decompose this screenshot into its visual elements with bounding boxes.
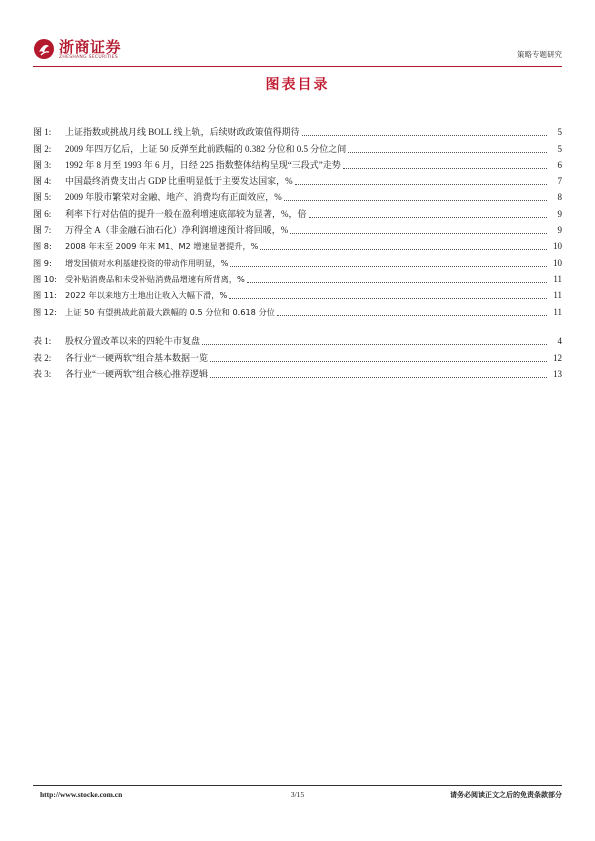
- figure-entry[interactable]: [33, 220, 562, 236]
- table-entry-page: 13: [553, 368, 562, 379]
- figure-entry-page: 7: [557, 176, 562, 187]
- figure-entry-label: 图 10:: [33, 273, 57, 284]
- figure-entry-page: 9: [557, 225, 562, 236]
- page-header: [33, 36, 562, 66]
- figure-entry-page: 5: [557, 143, 562, 154]
- table-list: [33, 331, 562, 380]
- figure-entry[interactable]: [33, 187, 562, 203]
- figure-entry[interactable]: [33, 236, 562, 252]
- figure-entry-title: 上证 50 有望挑战此前最大跌幅的 0.5 分位和 0.618 分位: [65, 306, 275, 317]
- table-entry-label: 表 3:: [33, 368, 52, 379]
- figure-entry[interactable]: [33, 122, 562, 138]
- footer-disclaimer: 请务必阅读正文之后的免责条款部分: [450, 791, 562, 799]
- table-entry-title: 各行业“一硬两软”组合核心推荐逻辑: [65, 368, 208, 379]
- table-entry-page: 12: [553, 352, 562, 363]
- figure-entry[interactable]: [33, 138, 562, 154]
- table-entry-page: 4: [557, 336, 562, 347]
- figure-entry-title: 2022 年以来地方土地出让收入大幅下滑，%: [65, 290, 228, 301]
- figure-entry[interactable]: [33, 301, 562, 317]
- company-logo: [33, 36, 163, 64]
- logo-mark-icon: [33, 38, 55, 60]
- dot-leader: [229, 298, 547, 299]
- figure-entry-page: 10: [553, 241, 562, 252]
- dot-leader: [348, 152, 547, 153]
- table-entry[interactable]: [33, 364, 562, 380]
- dot-leader: [309, 217, 548, 218]
- figure-entry-label: 图 5:: [33, 192, 52, 203]
- figure-entry[interactable]: [33, 203, 562, 219]
- table-entry-label: 表 1:: [33, 336, 52, 347]
- figure-entry-title: 2009 年四万亿后，上证 50 反弹至此前跌幅的 0.382 分位和 0.5 分位之间: [65, 143, 347, 154]
- table-entry-label: 表 2:: [33, 352, 52, 363]
- figure-entry-page: 8: [557, 192, 562, 203]
- figure-entry-title: 2009 年股市繁荣对金融、地产、消费均有正面效应，%: [65, 192, 282, 203]
- dot-leader: [247, 282, 547, 283]
- dot-leader: [277, 315, 547, 316]
- footer-url[interactable]: http://www.stocke.com.cn: [40, 790, 123, 799]
- figure-entry[interactable]: [33, 252, 562, 268]
- figure-entry-label: 图 12:: [33, 306, 57, 317]
- logo-name: 浙商证券: [59, 38, 122, 56]
- dot-leader: [260, 249, 547, 250]
- figure-entry[interactable]: [33, 155, 562, 171]
- figure-entry-page: 10: [553, 257, 562, 268]
- table-entry[interactable]: [33, 331, 562, 347]
- table-entry-title: 股权分置改革以来的四轮牛市复盘: [65, 336, 201, 347]
- logo-subtitle: ZHESHANG SECURITIES: [59, 55, 118, 60]
- figure-entry-page: 11: [553, 273, 562, 284]
- figure-entry-page: 5: [557, 127, 562, 138]
- page-title: 图表目录: [265, 77, 330, 93]
- dot-leader: [210, 377, 547, 378]
- table-entry-title: 各行业“一硬两软”组合基本数据一览: [65, 352, 208, 363]
- figure-entry-label: 图 4:: [33, 176, 52, 187]
- figure-entry-label: 图 8:: [33, 241, 52, 252]
- page-footer: [33, 790, 562, 802]
- report-type: 策略专题研究: [517, 50, 562, 59]
- dot-leader: [295, 184, 547, 185]
- figure-entry-label: 图 11:: [33, 290, 57, 301]
- figure-entry-title: 上证指数或挑战月线 BOLL 线上轨，后续财政政策值得期待: [65, 127, 300, 138]
- figure-entry-title: 万得全 A（非金融石油石化）净利润增速预计将回暖，%: [65, 225, 289, 236]
- figure-entry-page: 9: [557, 208, 562, 219]
- figure-list: [33, 122, 562, 318]
- table-entry[interactable]: [33, 347, 562, 363]
- figure-entry-page: 11: [553, 306, 562, 317]
- figure-entry-title: 2008 年末至 2009 年末 M1、M2 增速显著提升，%: [65, 241, 259, 252]
- figure-entry-page: 11: [553, 290, 562, 301]
- figure-entry-title: 1992 年 8 月至 1993 年 6 月，日经 225 指数整体结构呈现“三段式”走势: [65, 159, 341, 170]
- figure-entry-label: 图 9:: [33, 257, 52, 268]
- figure-entry-label: 图 7:: [33, 225, 52, 236]
- figure-entry[interactable]: [33, 285, 562, 301]
- figure-entry-page: 6: [557, 159, 562, 170]
- figure-entry[interactable]: [33, 171, 562, 187]
- dot-leader: [290, 233, 547, 234]
- dot-leader: [202, 344, 547, 345]
- figure-entry-label: 图 6:: [33, 208, 52, 219]
- dot-leader: [230, 266, 547, 267]
- dot-leader: [284, 200, 547, 201]
- header-divider: [33, 66, 562, 67]
- figure-entry-title: 受补贴消费品和未受补贴消费品增速有所背离，%: [65, 273, 245, 284]
- figure-entry-title: 利率下行对估值的提升一般在盈利增速底部较为显著，%，倍: [65, 208, 307, 219]
- figure-entry-label: 图 2:: [33, 143, 52, 154]
- figure-entry-label: 图 3:: [33, 159, 52, 170]
- figure-entry[interactable]: [33, 269, 562, 285]
- figure-entry-title: 增发国债对水利基建投资的带动作用明显，%: [65, 257, 229, 268]
- figure-entry-title: 中国最终消费支出占 GDP 比重明显低于主要发达国家，%: [65, 176, 293, 187]
- figure-entry-label: 图 1:: [33, 127, 52, 138]
- dot-leader: [343, 168, 547, 169]
- dot-leader: [302, 135, 547, 136]
- page-number: 3/15: [290, 790, 305, 799]
- dot-leader: [210, 361, 547, 362]
- footer-divider: [33, 785, 562, 786]
